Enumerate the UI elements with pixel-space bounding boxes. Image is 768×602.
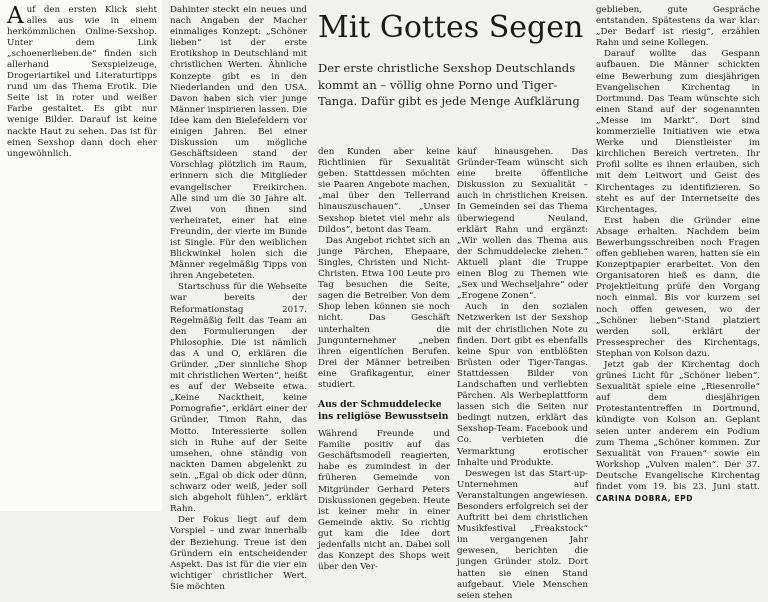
- paragraph: Dahinter steckt ein neues und nach Angaben der Macher einmaliges Konzept: „Schöner lieben“ ist der erste Erotikshop in Deutschland mit christlichen Werten. Ähnliche Konzepte gibt es in den Niederlanden und den USA. Davon haben sich vier junge Männer inspirieren lassen. Die Idee kam den Bielefeldern vor einigen Jahren. Bei einer Diskussion um mögliche Geschäftsideen stand der Vorschlag plötzlich im Raum, erinnern sich die Mitglieder evangelischer Freikirchen. Alle sind um die 30 Jahre alt. Zwei von ihnen sind verheiratet, einer hat eine Freundin, der vierte im Bunde ist Single. Für den weiblichen Blickwinkel holen sich die Männer regelmäßig Tipps von ihren Angebeteten.: [170, 5, 307, 282]
- article-column-3: [457, 147, 588, 602]
- paragraph: geblieben, gute Gespräche entstanden. Spätestens da war klar: „Der Bedarf ist riesig“, erzählen Rahn und seine Kollegen.: [596, 5, 760, 49]
- paragraph: den Kunden aber keine Richtlinien für Sexualität geben. Stattdessen möchten sie Paaren Angebote machen, „mal über den Tellerrand hinauszuschauen“. „Unser Sexshop bietet viel mehr als Dildos“, betont das Team.: [318, 147, 450, 235]
- sidebar-text-block: [7, 5, 157, 160]
- article-column-2: [318, 147, 450, 573]
- section-heading: Aus der Schmuddelecke ins religiöse Bewusstsein: [318, 399, 449, 423]
- article-column-4: [596, 5, 760, 505]
- paragraph: Auch in den sozialen Netzwerken ist der Sexshop mit der christlichen Note zu finden. Dort gibt es ebenfalls keine Spur von entblößten Brüsten oder Tiger-Tangas. Stattdessen Bilder von Landschaften und verliebten Pärchen. Als Werbeplattform lassen sich die Seiten nur bedingt nutzen, erklärt das Sexshop-Team. Facebook und Co. verbieten die Vermarktung erotischer Inhalte und Produkte.: [457, 302, 588, 468]
- paragraph-text: Jetzt gab der Kirchentag doch grünes Licht für „Schöner lieben“. Sexualität spiele eine „Riesenrolle“ auf dem diesjährigen Protestantentreffen in Dortmund, kündigte von Kolson an. Geplant seien unter anderem ein Podium zum Thema „Schöner kommen. Zur Sexualität von Frauen“ sowie ein Workshop „Vulven malen“. Der 37. Deutsche Evangelische Kirchentag findet vom 19. bis 23. Juni statt.: [596, 360, 760, 493]
- article-title: Mit Gottes Segen: [318, 10, 584, 45]
- paragraph: Der Fokus liegt auf dem Vorspiel – und zwar innerhalb der Beziehung. Treue ist den Gründern ein entscheidender Aspekt. Das ist für die vier ein wichtiger christlicher Wert. Sie möchten: [170, 515, 307, 592]
- paragraph: Während Freunde und Familie positiv auf das Geschäftsmodell reagierten, habe es zumindest in der früheren Gemeinde von Mitgründer Gerhard Peters Diskussionen gegeben. Heute ist keiner mehr in einer Gemeinde aktiv. So richtig gut kam die Idee dort jedenfalls nicht an. Dabei soll das Konzept des Shops weit über den Ver-: [318, 429, 450, 573]
- article-column-1: [170, 5, 307, 593]
- author-byline: CARINA DOBRA, EPD: [596, 494, 694, 504]
- paragraph: Deswegen ist das Start-up-Unternehmen auf Veranstaltungen angewiesen. Besonders erfolgreich sei der Auftritt bei dem christlichen Musikfestival „Freakstock“ im vergangenen Jahr gewesen, berichten die jungen Gründer stolz. Dort hatten sie einen Stand aufgebaut. Viele Menschen seien stehen: [457, 468, 588, 601]
- sidebar-column: [0, 0, 162, 511]
- sidebar-paragraph: uf den ersten Klick sieht alles aus wie in einem herkömmlichen Online-Sexshop. Unter dem Link „schoenerlieben.de“ finden sich allerhand Sexspielzeuge, Drogeriartikel und Literaturtipps rund um das Thema Erotik. Die Seite ist in roter und weißer Farbe gestaltet. Es gibt nur wenige Bilder. Darauf ist keine nackte Haut zu sehen. Das ist für einen Sexshop dann doch eher ungewöhnlich.: [7, 5, 157, 159]
- paragraph: [596, 360, 760, 505]
- paragraph: Das Angebot richtet sich an junge Pärchen, Ehepaare, Singles, Christen und Nicht-Christen. Etwa 100 Leute pro Tag besuchen die Seite, sagen die Betreiber. Von dem Shop leben können sie noch nicht. Das Geschäft unterhalten die Jungunternehmer „neben ihren eigentlichen Berufen. Drei der Männer betreiben eine Grafikagentur, einer studiert.: [318, 235, 450, 390]
- paragraph: Startschuss für die Webseite war bereits der Reformationstag 2017. Regelmäßig feilt das Team an den Formulierungen der Philosophie. Die ist nämlich das A und O, erklären die Gründer. „Der sinnliche Shop mit christlichen Werten“, heißt es auf der Webseite etwa. „Keine Nacktheit, keine Pornografie“, erklärt einer der Gründer, Timon Rahn, das Motto. Interessierte sollen sich in Ruhe auf der Seite umsehen, ohne ständig von nackten Damen abgelenkt zu sein. „Egal ob dick oder dünn, schwarz oder weiß, jeder soll sich abgeholt fühlen“, erklärt Rahn.: [170, 282, 307, 515]
- drop-cap: A: [7, 3, 24, 29]
- article-subtitle: Der erste christliche Sexshop Deutschlands kommt an – völlig ohne Porno und Tiger-Tanga. Dafür gibt es jede Menge Aufklärung: [318, 61, 580, 109]
- paragraph: Erst haben die Gründer eine Absage erhalten. Nachdem beim Bewerbungsschreiben noch Fragen offen geblieben waren, hatten sie ein Konzeptpapier erarbeitet. Von den Organisatoren hieß es dann, die Projektleitung prüfe den Vorgang noch einmal. Bis vor kurzem sei noch offen gewesen, wo der „Schöner lieben“-Stand platziert werden soll, erklärt der Pressesprecher des Kirchentags, Stephan von Kolson dazu.: [596, 215, 760, 359]
- paragraph: kauf hinausgehen. Das Gründer-Team wünscht sich eine breite öffentliche Diskussion zu Sexualität – auch in christlichen Kreisen. In Gemeinden sei das Thema überwiegend Neuland, erklärt Rahn und ergänzt: „Wir wollen das Thema aus der Schmuddelecke ziehen.“ Aktuell plant die Truppe einen Blog zu Themen wie „Sex und Wechseljahre“ oder „Erogene Zonen“.: [457, 147, 588, 302]
- paragraph: Darauf wollte das Gespann aufbauen. Die Männer schickten eine Bewerbung zum diesjährigen Evangelischen Kirchentag in Dortmund. Das Team wünschte sich einen Stand auf der sogenannten „Messe im Markt“. Dort sind kommerzielle Initiativen wie etwa Werke und Dienstleister im kirchlichen Bereich vertreten. Ihr Profil sollte es ihnen erlauben, sich mit dem Leitwort und Geist des Kirchentages zu identifizieren. So steht es auf der Internetseite des Kirchentages.: [596, 49, 760, 215]
